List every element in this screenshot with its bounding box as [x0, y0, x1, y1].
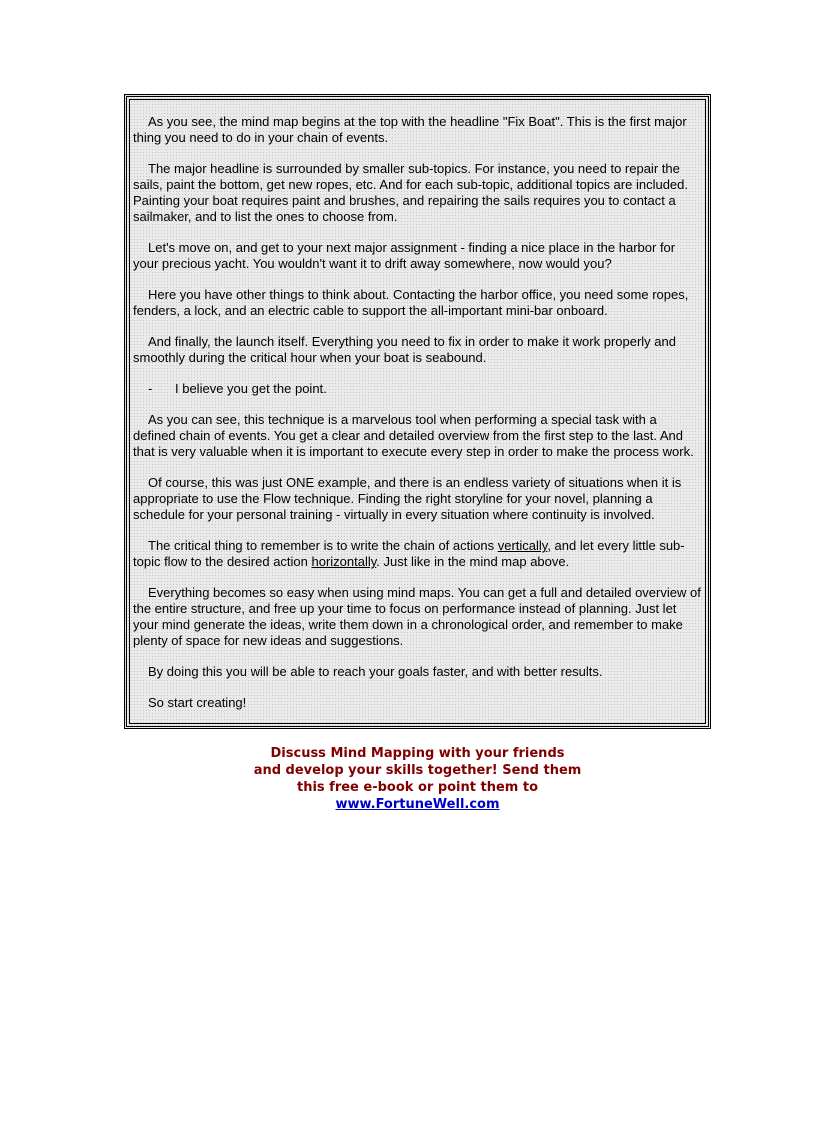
- paragraph-mind-map-intro: As you see, the mind map begins at the top with the headline "Fix Boat". This is the first major thing you need to do in your chain of events.: [133, 114, 687, 145]
- paragraph-get-the-point: [133, 381, 702, 397]
- paragraph-flow-technique: Of course, this was just ONE example, and there is an endless variety of situations when it is appropriate to use the Flow technique. Finding the right storyline for your novel, planning a schedule for your personal training - virtually in every situation where continuity is involved.: [133, 475, 682, 522]
- promo-line-2: and develop your skills together! Send them: [253, 763, 582, 778]
- fortunewell-link[interactable]: www.FortuneWell.com: [335, 797, 500, 812]
- boxed-text-panel: [124, 94, 711, 729]
- paragraph-start-creating: So start creating!: [148, 695, 247, 710]
- promo-line-3: this free e-book or point them to: [296, 780, 539, 795]
- paragraph-harbor-office: Here you have other things to think about. Contacting the harbor office, you need some ropes, fenders, a lock, and an electric cable to support the all-important mini-bar onboard.: [133, 287, 689, 318]
- paragraph-critical-thing: [133, 538, 702, 570]
- dash-marker: -: [148, 381, 153, 396]
- paragraph-easy-mind-maps: Everything becomes so easy when using mind maps. You can get a full and detailed overview of the entire structure, and free up your time to focus on performance instead of planning. Just let your mind generate the ideas, write them down in a chronological order, and remember to make plenty of space for new ideas and suggestions.: [133, 585, 701, 648]
- get-the-point-text: I believe you get the point.: [175, 381, 327, 396]
- paragraph-marvelous-tool: As you can see, this technique is a marvelous tool when performing a special task with a defined chain of events. You get a clear and detailed overview from the first step to the last. And that is very valuable when it is important to execute every step in order to make the process work.: [133, 412, 694, 459]
- paragraph-launch: And finally, the launch itself. Everything you need to fix in order to make it work properly and smoothly during the critical hour when your boat is seabound.: [133, 334, 676, 365]
- promo-line-1: Discuss Mind Mapping with your friends: [270, 746, 565, 761]
- critical-thing-text-c: . Just like in the mind map above.: [376, 554, 570, 569]
- underlined-horizontally: horizontally: [311, 554, 377, 569]
- critical-thing-text-a: The critical thing to remember is to write the chain of actions: [148, 538, 498, 553]
- promo-block: [124, 745, 711, 813]
- underlined-vertically: vertically: [497, 538, 548, 553]
- critical-thing-text-b: , and let every little sub-topic flow to the desired action: [133, 538, 685, 569]
- paragraph-reach-goals: By doing this you will be able to reach your goals faster, and with better results.: [148, 664, 603, 679]
- paragraph-sub-topics: The major headline is surrounded by smaller sub-topics. For instance, you need to repair the sails, paint the bottom, get new ropes, etc. And for each sub-topic, additional topics are included. Painting your boat requires paint and brushes, and repairing the sails requires you to contact a sailmaker, and to list the ones to choose from.: [133, 161, 688, 224]
- paragraph-next-assignment: Let's move on, and get to your next major assignment - finding a nice place in the harbor for your precious yacht. You wouldn't want it to drift away somewhere, now would you?: [133, 240, 676, 271]
